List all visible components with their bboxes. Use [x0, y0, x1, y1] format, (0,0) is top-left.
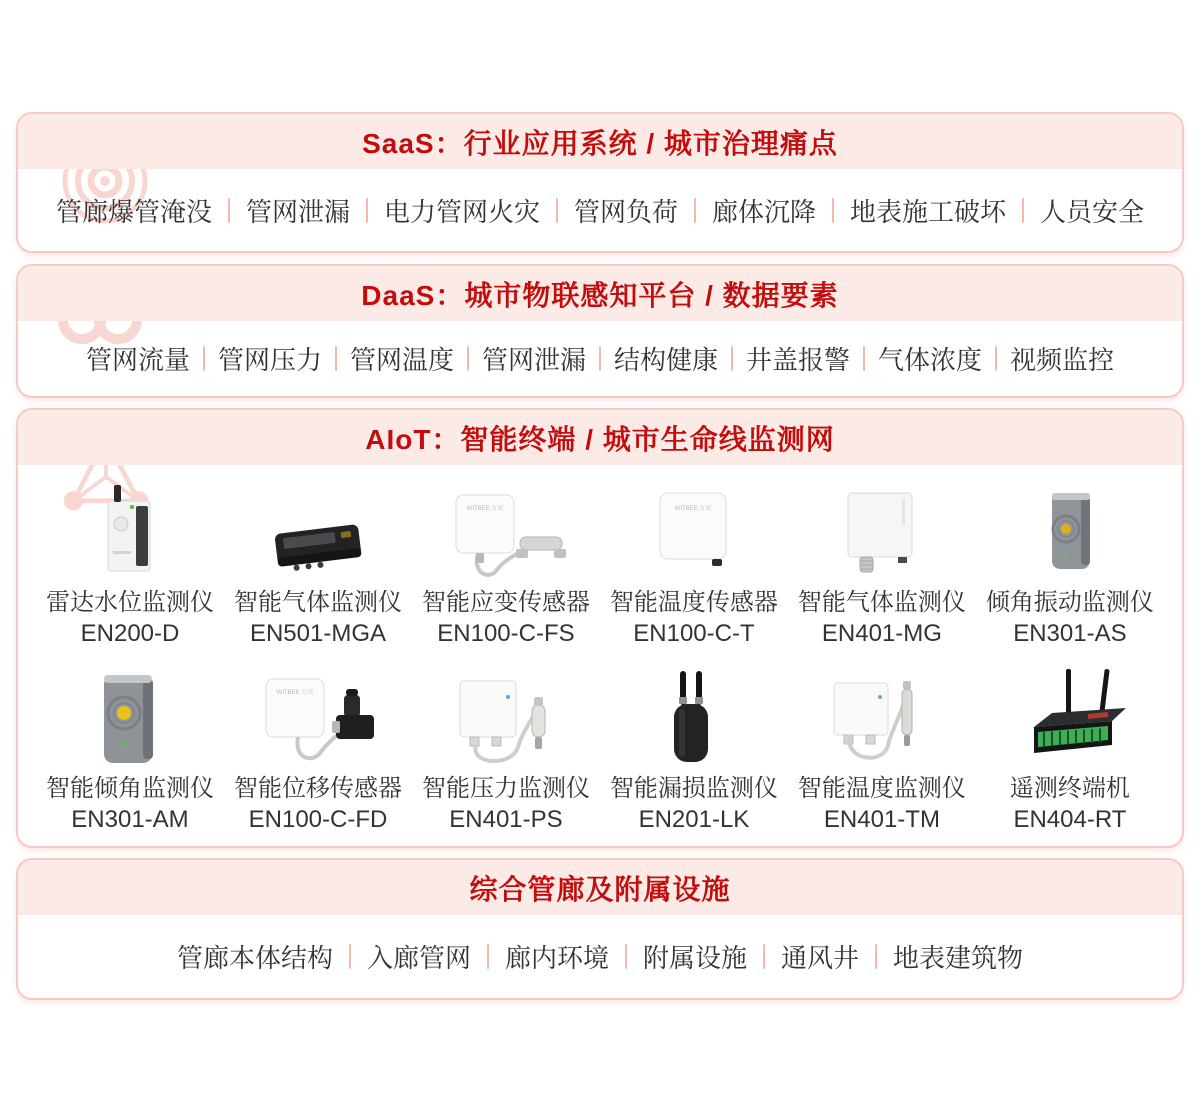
saas-pain-points-row [18, 169, 1182, 251]
list-item: 管廊爆管淹没 [55, 196, 212, 227]
product-image [60, 667, 200, 769]
divider [599, 346, 601, 371]
product-name: 智能温度监测仪 [797, 775, 966, 802]
divider [995, 346, 997, 371]
divider [832, 198, 834, 223]
product-model: EN301-AS [1013, 620, 1127, 647]
facility-section-title: 综合管廊及附属设施 [469, 873, 731, 905]
product-grid [18, 465, 1182, 846]
product-card [600, 667, 788, 835]
product-card [36, 667, 224, 835]
list-item: 气体浓度 [878, 345, 983, 375]
divider [625, 944, 627, 969]
divider [467, 346, 469, 371]
list-item: 结构健康 [614, 345, 719, 375]
list-item: 井盖报警 [746, 345, 851, 375]
product-card [412, 667, 600, 835]
brand-label: WITBEE 万宾 [674, 506, 712, 512]
product-name: 倾角振动监测仪 [985, 589, 1154, 616]
facility-items-row [18, 915, 1182, 998]
product-image [624, 667, 764, 769]
product-model: EN301-AM [71, 806, 189, 833]
divider [366, 198, 368, 223]
product-model: EN201-LK [638, 806, 750, 833]
gas-monitor-box-device-image [812, 483, 952, 583]
product-card [36, 481, 224, 649]
temperature-sensor-device-image [624, 483, 764, 583]
section-aiot-card [16, 408, 1184, 848]
product-card [224, 481, 412, 649]
product-card [224, 667, 412, 835]
saas-section-title: SaaS：行业应用系统 / 城市治理痛点 [362, 127, 838, 159]
product-name: 智能压力监测仪 [421, 775, 590, 802]
product-model: EN200-D [80, 620, 180, 647]
saas-header-band [18, 114, 1182, 169]
list-item: 廊体沉降 [712, 196, 817, 227]
product-image [1000, 481, 1140, 583]
list-item: 地表施工破坏 [850, 196, 1007, 227]
product-image [436, 667, 576, 769]
product-image [812, 481, 952, 583]
product-model: EN401-TM [823, 806, 940, 833]
leak-monitor-device-image [624, 669, 764, 769]
temperature-monitor-device-image [812, 669, 952, 769]
product-image [248, 481, 388, 583]
product-name: 智能位移传感器 [233, 775, 402, 802]
product-model: EN401-PS [449, 806, 563, 833]
daas-section-title: DaaS：城市物联感知平台 / 数据要素 [361, 279, 839, 311]
tilt-monitor-device-image [60, 669, 200, 769]
product-card [976, 481, 1164, 649]
product-name: 智能气体监测仪 [797, 589, 966, 616]
product-image [812, 667, 952, 769]
divider [731, 346, 733, 371]
radar-level-device-image [60, 483, 200, 583]
list-item: 通风井 [781, 943, 860, 973]
list-item: 管网流量 [85, 345, 190, 375]
product-card [976, 667, 1164, 835]
list-item: 管网负荷 [573, 196, 678, 227]
list-item: 管网压力 [217, 345, 322, 375]
product-card [788, 667, 976, 835]
product-card [788, 481, 976, 649]
product-model: EN100-C-FD [248, 806, 388, 833]
product-model: EN501-MGA [249, 620, 386, 647]
product-image [60, 481, 200, 583]
list-item: 廊内环境 [504, 943, 609, 973]
pressure-monitor-device-image [436, 669, 576, 769]
divider [487, 944, 489, 969]
list-item: 人员安全 [1040, 196, 1145, 227]
rtu-terminal-device-image [1000, 669, 1140, 769]
list-item: 管廊本体结构 [176, 943, 333, 973]
facility-header-band [18, 860, 1182, 915]
product-image [624, 481, 764, 583]
list-item: 管网泄漏 [481, 345, 586, 375]
product-card [412, 481, 600, 649]
product-model: EN404-RT [1013, 806, 1127, 833]
divider [875, 944, 877, 969]
divider [203, 346, 205, 371]
tilt-vibration-device-image [1000, 483, 1140, 583]
section-facility-card [16, 858, 1184, 1000]
product-name: 雷达水位监测仪 [45, 589, 214, 616]
divider [228, 198, 230, 223]
product-name: 遥测终端机 [1009, 775, 1130, 802]
strain-sensor-device-image [436, 483, 576, 583]
divider [1022, 198, 1024, 223]
product-name: 智能温度传感器 [609, 589, 778, 616]
divider [863, 346, 865, 371]
product-model: EN100-C-T [633, 620, 755, 647]
product-name: 智能倾角监测仪 [45, 775, 214, 802]
list-item: 附属设施 [643, 943, 748, 973]
list-item: 电力管网火灾 [383, 196, 540, 227]
product-image [248, 667, 388, 769]
divider [694, 198, 696, 223]
list-item: 入廊管网 [366, 943, 471, 973]
list-item: 管网泄漏 [245, 196, 350, 227]
daas-data-elements-row [18, 321, 1182, 396]
list-item: 管网温度 [349, 345, 454, 375]
daas-header-band [18, 266, 1182, 321]
section-daas-card [16, 264, 1184, 398]
list-item: 地表建筑物 [893, 943, 1024, 973]
aiot-section-title: AIoT：智能终端 / 城市生命线监测网 [365, 423, 835, 455]
displacement-sensor-device-image [248, 669, 388, 769]
brand-label: WITBEE 万宾 [276, 690, 314, 696]
product-name: 智能漏损监测仪 [609, 775, 778, 802]
product-name: 智能气体监测仪 [233, 589, 402, 616]
divider [349, 944, 351, 969]
product-image [436, 481, 576, 583]
section-saas-card [16, 112, 1184, 253]
divider [335, 346, 337, 371]
divider [763, 944, 765, 969]
aiot-header-band [18, 410, 1182, 465]
gas-monitor-flat-device-image [248, 483, 388, 583]
divider [556, 198, 558, 223]
product-image [1000, 667, 1140, 769]
product-model: EN401-MG [821, 620, 942, 647]
product-model: EN100-C-FS [437, 620, 575, 647]
list-item: 视频监控 [1010, 345, 1115, 375]
product-card [600, 481, 788, 649]
brand-label: WITBEE 万宾 [466, 506, 504, 512]
product-name: 智能应变传感器 [421, 589, 590, 616]
